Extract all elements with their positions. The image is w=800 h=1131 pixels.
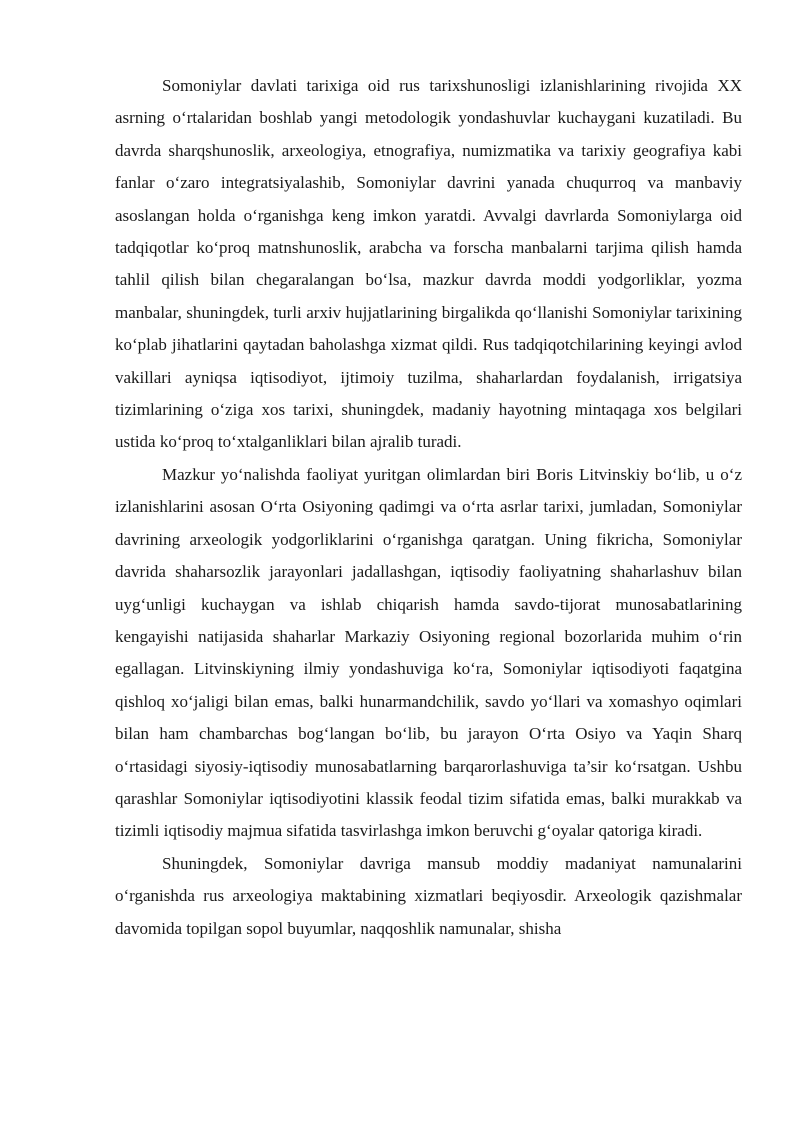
body-text	[115, 70, 742, 945]
paragraph-2: Mazkur yo‘nalishda faoliyat yuritgan olimlardan biri Boris Litvinskiy bo‘lib, u o‘z izlanishlarini asosan O‘rta Osiyoning qadimgi va o‘rta asrlar tarixi, jumladan, Somoniylar davrining arxeologik yodgorliklarini o‘rganishga qaratgan. Uning fikricha, Somoniylar davrida shaharsozlik jarayonlari jadallashgan, iqtisodiy faoliyatning shaharlashuv bilan uyg‘unligi kuchaygan va ishlab chiqarish hamda savdo-tijorat munosabatlarining kengayishi natijasida shaharlar Markaziy Osiyoning regional bozorlarida muhim o‘rin egallagan. Litvinskiyning ilmiy yondashuviga ko‘ra, Somoniylar iqtisodiyoti faqatgina qishloq xo‘jaligi bilan emas, balki hunarmandchilik, savdo yo‘llari va xomashyo oqimlari bilan ham chambarchas bog‘langan bo‘lib, bu jarayon O‘rta Osiyo va Yaqin Sharq o‘rtasidagi siyosiy-iqtisodiy munosabatlarning barqarorlashuviga ta’sir ko‘rsatgan. Ushbu qarashlar Somoniylar iqtisodiyotini klassik feodal tizim sifatida emas, balki murakkab va tizimli iqtisodiy majmua sifatida tasvirlashga imkon beruvchi g‘oyalar qatoriga kiradi.	[115, 464, 742, 841]
paragraph-1: Somoniylar davlati tarixiga oid rus tarixshunosligi izlanishlarining rivojida XX asrning o‘rtalaridan boshlab yangi metodologik yondashuvlar kuchaygani kuzatiladi. Bu davrda sharqshunoslik, arxeologiya, etnografiya, numizmatika va tarixiy geografiya kabi fanlar o‘zaro integratsiyalashib, Somoniylar davrini yanada chuqurroq va manbaviy asoslangan holda o‘rganishga keng imkon yaratdi. Avvalgi davrlarda Somoniylarga oid tadqiqotlar ko‘proq matnshunoslik, arabcha va forscha manbalarni tarjima qilish hamda tahlil qilish bilan chegaralangan bo‘lsa, mazkur davrda moddi yodgorliklar, yozma manbalar, shuningdek, turli arxiv hujjatlarining birgalikda qo‘llanishi Somoniylar tarixining ko‘plab jihatlarini qaytadan baholashga xizmat qildi. Rus tadqiqotchilarining keyingi avlod vakillari ayniqsa iqtisodiyot, ijtimoiy tuzilma, shaharlardan foydalanish, irrigatsiya tizimlarining o‘ziga xos tarixi, shuningdek, madaniy hayotning mintaqaga xos belgilari ustida ko‘proq to‘xtalganliklari bilan ajralib turadi.	[115, 76, 742, 452]
paragraph-3: Shuningdek, Somoniylar davriga mansub moddiy madaniyat namunalarini o‘rganishda rus arxeologiya maktabining xizmatlari beqiyosdir. Arxeologik qazishmalar davomida topilgan sopol buyumlar, naqqoshlik namunalar, shisha	[115, 853, 742, 938]
